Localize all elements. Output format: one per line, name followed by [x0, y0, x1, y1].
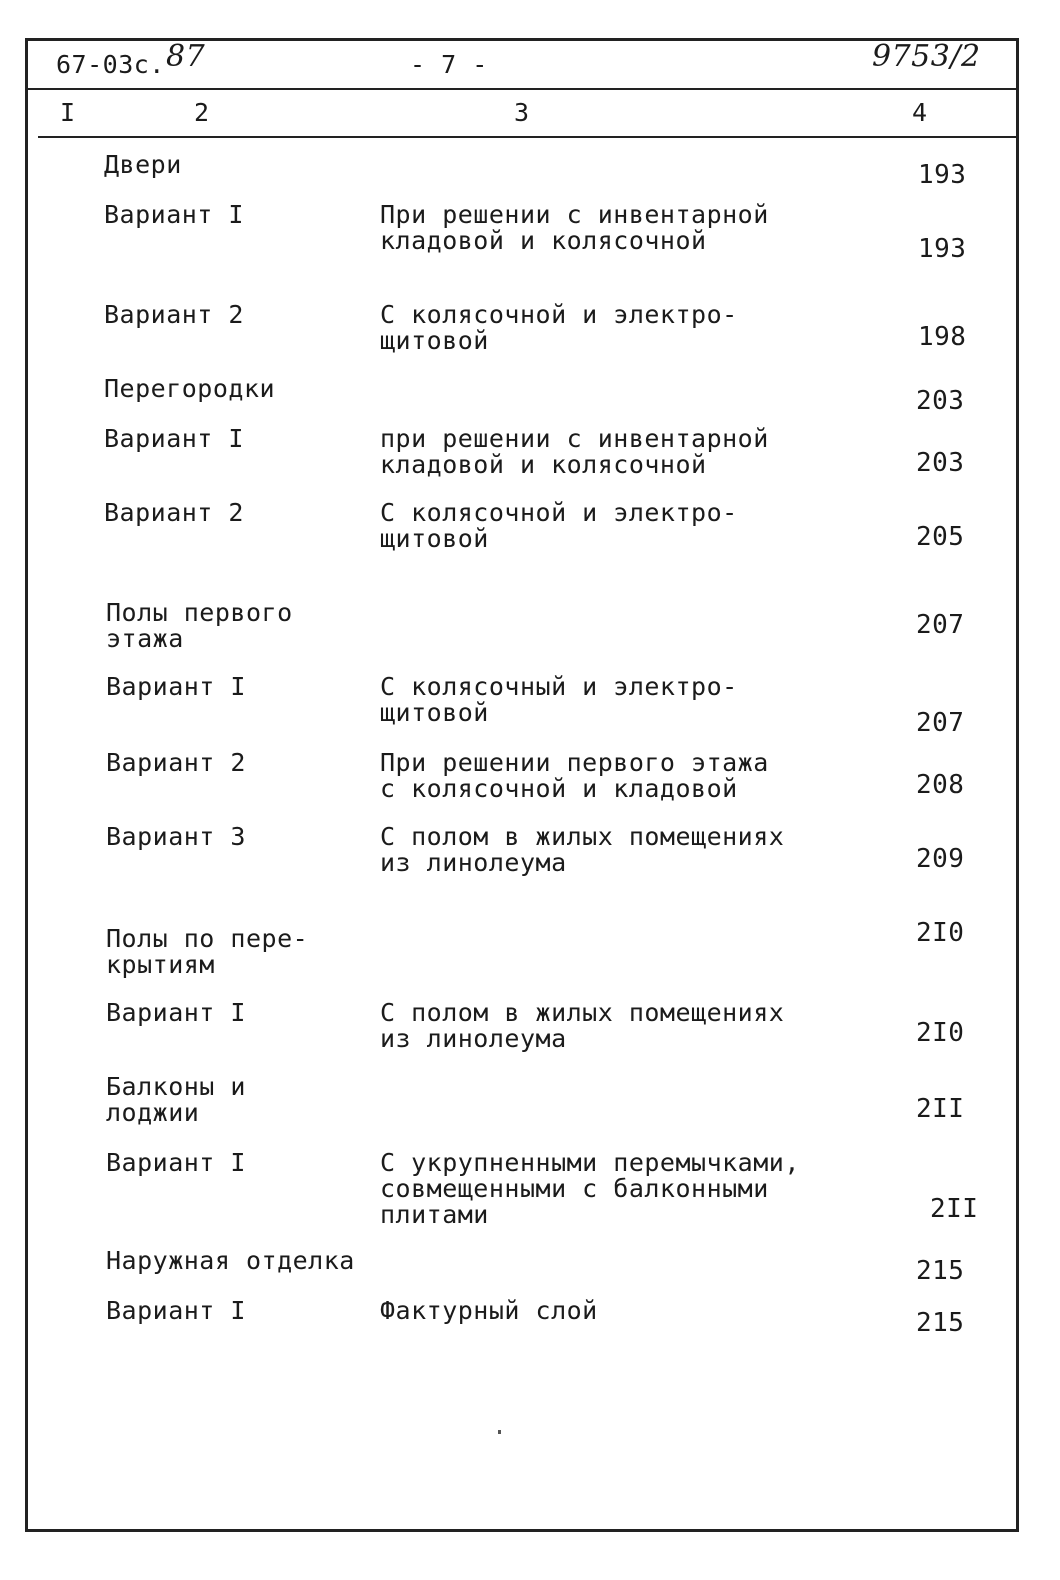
- column-header-3: 3: [514, 98, 530, 127]
- row-item: Вариант 2: [104, 498, 244, 527]
- row-page: 205: [916, 522, 965, 552]
- row-page: 203: [916, 386, 965, 416]
- row-page: 2II: [930, 1194, 979, 1224]
- header-divider: [27, 88, 1017, 90]
- row-description: С колясочный и электро- щитовой: [380, 672, 738, 727]
- row-item: Двери: [104, 150, 182, 179]
- row-page: 193: [918, 160, 967, 190]
- row-page: 215: [916, 1308, 965, 1338]
- row-item: Вариант I: [106, 998, 246, 1027]
- row-description: С полом в жилых помещениях из линолеума: [380, 998, 785, 1053]
- row-page: 2I0: [916, 1018, 965, 1048]
- row-page: 198: [918, 322, 967, 352]
- row-description: Фактурный слой: [380, 1296, 598, 1325]
- row-item: Вариант 2: [104, 300, 244, 329]
- row-page: 215: [916, 1256, 965, 1286]
- row-page: 2II: [916, 1094, 965, 1124]
- row-description: С колясочной и электро- щитовой: [380, 498, 738, 553]
- row-page: 203: [916, 448, 965, 478]
- row-page: 193: [918, 234, 967, 264]
- row-description: При решении с инвентарной кладовой и колясочной: [380, 200, 769, 255]
- row-item: Вариант I: [106, 672, 246, 701]
- page-number: - 7 -: [410, 50, 488, 79]
- doc-code-handwritten: 87: [166, 39, 206, 74]
- row-description: С укрупненными перемычками, совмещенными с балконными плитами: [380, 1148, 800, 1229]
- row-page: 209: [916, 844, 965, 874]
- row-page: 2I0: [916, 918, 965, 948]
- row-item: Вариант I: [104, 200, 244, 229]
- row-description: С колясочной и электро- щитовой: [380, 300, 738, 355]
- row-item: Полы по пере- крытиям: [106, 924, 309, 979]
- column-header-2: 2: [194, 98, 210, 127]
- row-item: Вариант I: [104, 424, 244, 453]
- row-item: Вариант 2: [106, 748, 246, 777]
- scan-speck: [498, 1430, 501, 1434]
- row-item: Балконы и лоджии: [106, 1072, 246, 1127]
- column-header-divider: [38, 136, 1018, 138]
- row-item: Наружная отделка: [106, 1246, 355, 1275]
- row-item: Вариант 3: [106, 822, 246, 851]
- sheet-number: 9753/2: [872, 39, 981, 74]
- row-page: 208: [916, 770, 965, 800]
- row-description: С полом в жилых помещениях из линолеума: [380, 822, 785, 877]
- row-page: 207: [916, 708, 965, 738]
- row-item: Вариант I: [106, 1148, 246, 1177]
- row-item: Перегородки: [104, 374, 276, 403]
- doc-code: 67-03c.: [56, 50, 165, 79]
- row-item: Полы первого этажа: [106, 598, 293, 653]
- row-item: Вариант I: [106, 1296, 246, 1325]
- row-page: 207: [916, 610, 965, 640]
- column-header-4: 4: [912, 98, 928, 127]
- row-description: при решении с инвентарной кладовой и колясочной: [380, 424, 769, 479]
- row-description: При решении первого этажа с колясочной и кладовой: [380, 748, 769, 803]
- column-header-1: I: [60, 98, 76, 127]
